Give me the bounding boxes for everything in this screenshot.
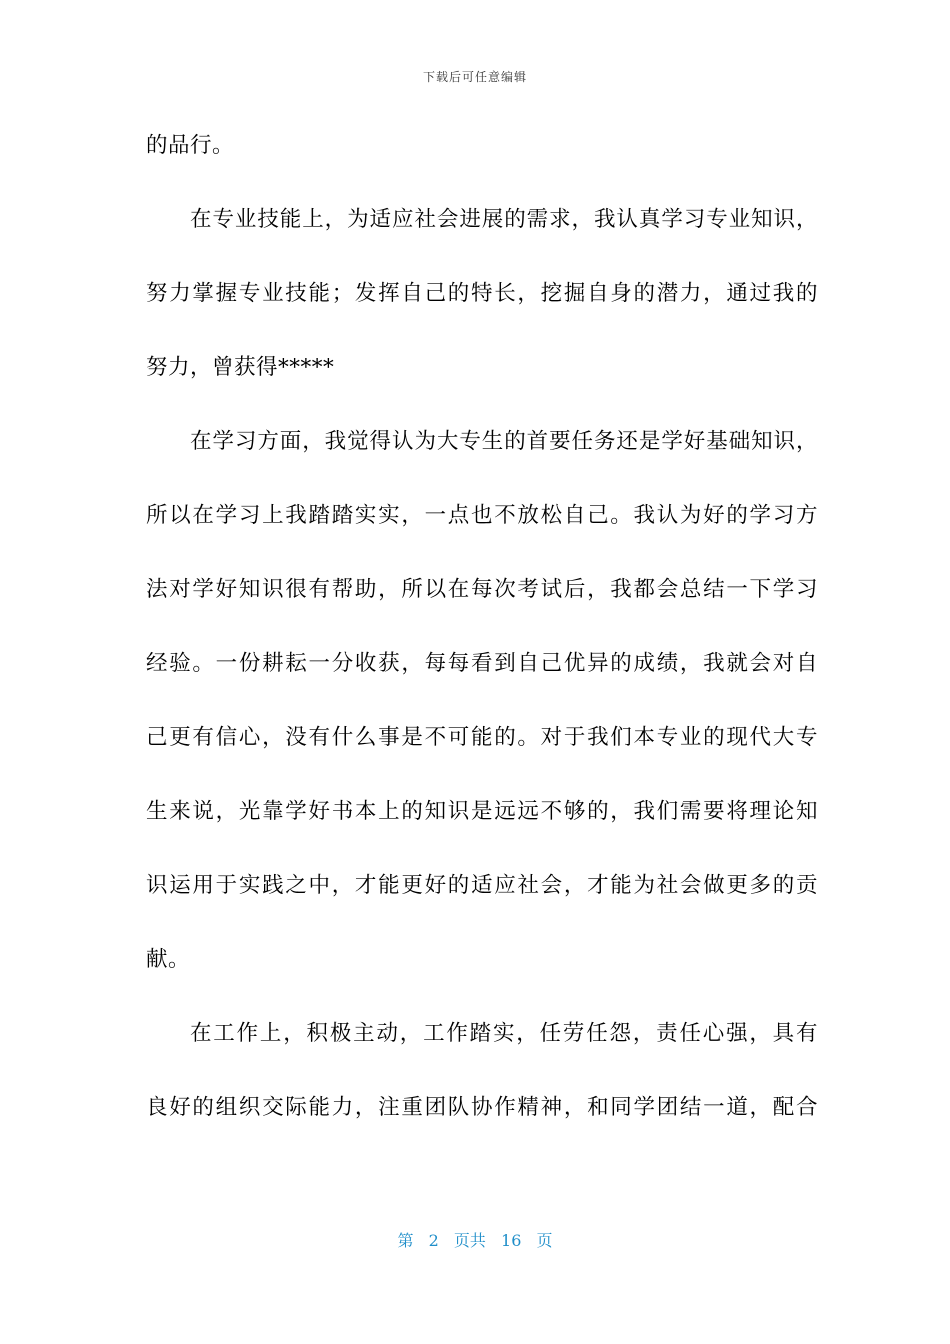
- text-line: 的品行。: [146, 133, 235, 158]
- footer-prefix: 第: [397, 1231, 414, 1250]
- text-line: 努力，曾获得*****: [146, 355, 335, 380]
- text-line: 在工作上，积极主动，工作踏实，任劳任怨，责任心强，具有: [190, 1021, 818, 1046]
- text-line: 在学习方面，我觉得认为大专生的首要任务还是学好基础知识，: [190, 429, 818, 454]
- current-page-number: 2: [428, 1231, 439, 1250]
- page-footer: [0, 1228, 950, 1251]
- footer-middle: 页共: [453, 1231, 486, 1250]
- text-line: 献。: [146, 947, 191, 972]
- text-line: 经验。一份耕耘一分收获，每每看到自己优异的成绩，我就会对自: [146, 651, 818, 676]
- total-page-count: 16: [501, 1231, 522, 1250]
- text-line: 所以在学习上我踏踏实实，一点也不放松自己。我认为好的学习方: [146, 503, 818, 528]
- text-line: 己更有信心，没有什么事是不可能的。对于我们本专业的现代大专: [146, 725, 818, 750]
- text-line: 识运用于实践之中，才能更好的适应社会，才能为社会做更多的贡: [146, 873, 818, 898]
- text-line: 努力掌握专业技能；发挥自己的特长，挖掘自身的潜力，通过我的: [146, 281, 818, 306]
- page-header: 下载后可任意编辑: [422, 70, 527, 84]
- text-line: 生来说，光靠学好书本上的知识是远远不够的，我们需要将理论知: [146, 799, 818, 824]
- text-line: 法对学好知识很有帮助，所以在每次考试后，我都会总结一下学习: [146, 577, 818, 602]
- document-body: [146, 128, 818, 1164]
- text-line: 在专业技能上，为适应社会进展的需求，我认真学习专业知识，: [190, 207, 818, 232]
- footer-suffix: 页: [536, 1231, 553, 1250]
- text-line: 良好的组织交际能力，注重团队协作精神，和同学团结一道，配合: [146, 1095, 818, 1120]
